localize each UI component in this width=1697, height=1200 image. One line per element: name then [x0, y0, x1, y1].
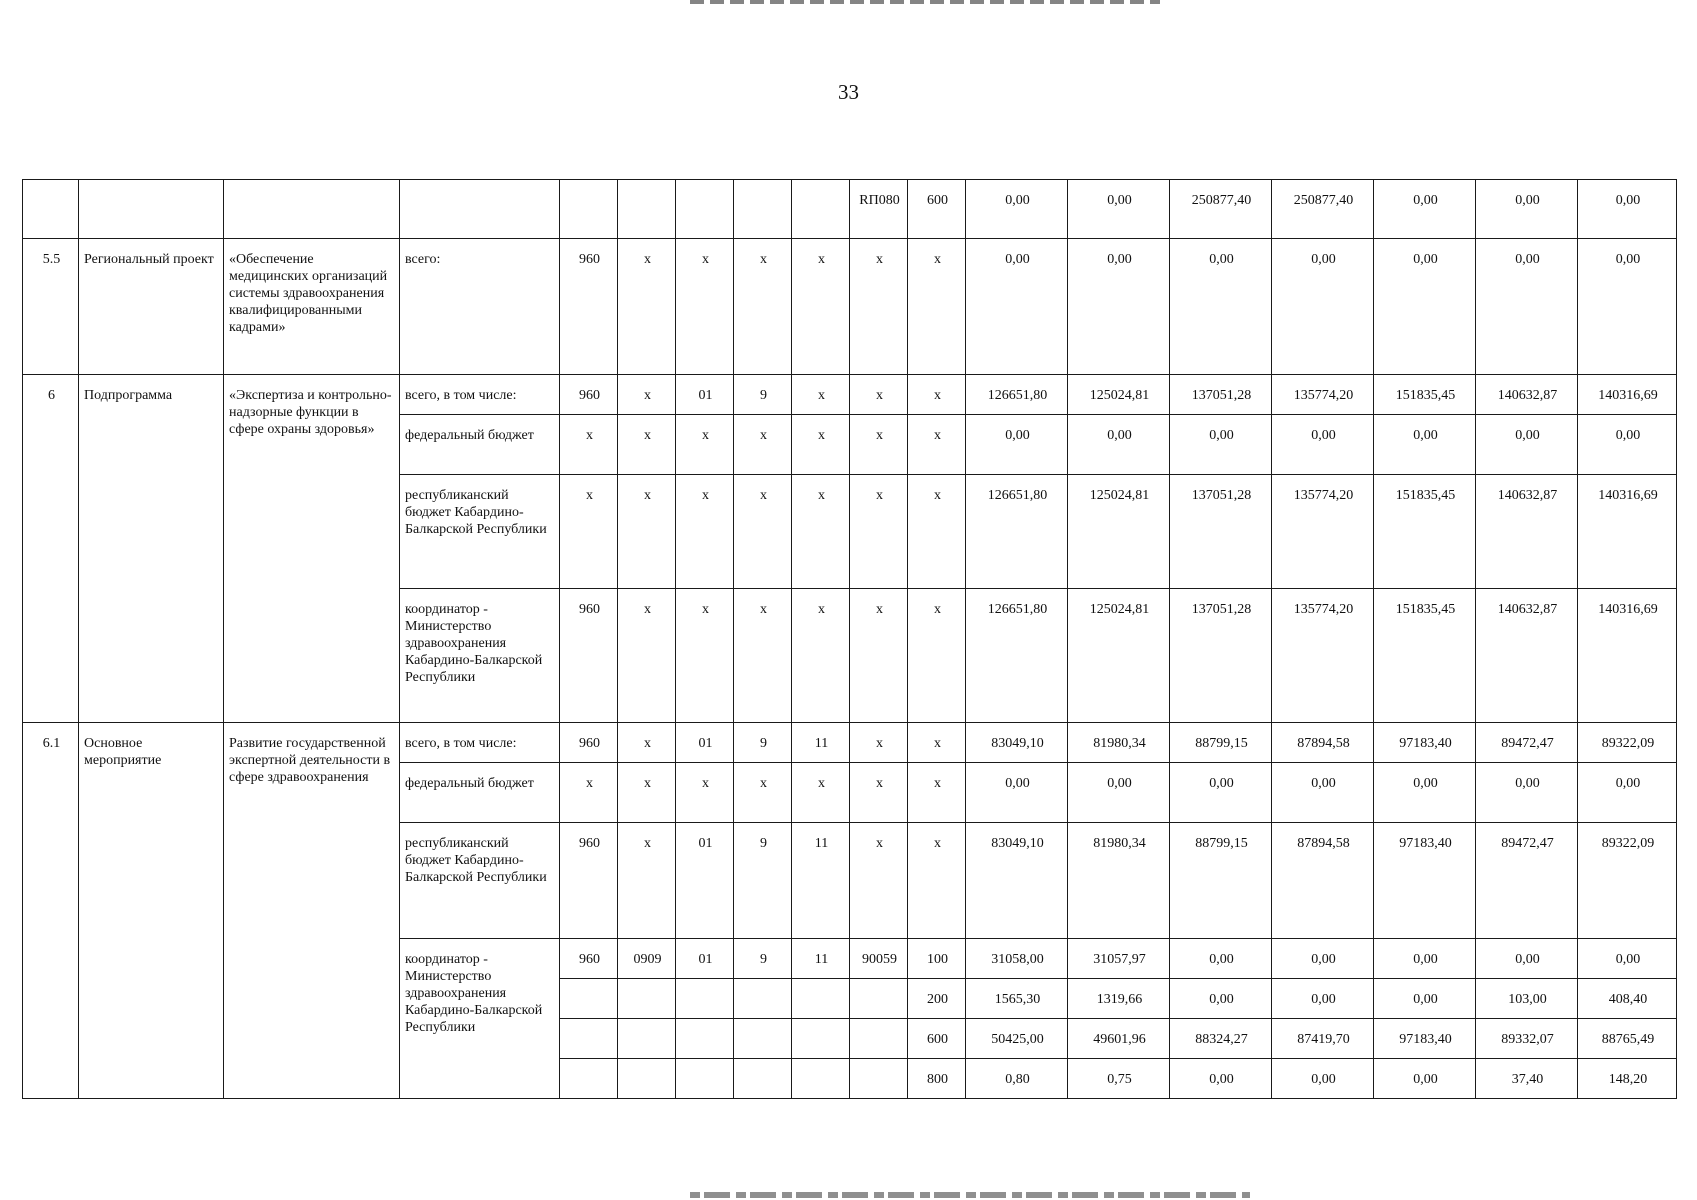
value-cell: 89472,47	[1476, 723, 1578, 763]
value-cell: 89322,09	[1578, 823, 1677, 939]
code-cell: 600	[908, 1019, 966, 1059]
value-cell: 0,00	[966, 415, 1068, 475]
row-source: всего, в том числе:	[400, 723, 560, 763]
code-cell: х	[618, 375, 676, 415]
value-cell: 0,00	[1578, 415, 1677, 475]
row-number: 5.5	[23, 239, 79, 375]
row-name: «Экспертиза и контрольно-надзорные функции в сфере охраны здоровья»	[224, 375, 400, 723]
value-cell: 250877,40	[1272, 180, 1374, 239]
code-cell: х	[908, 763, 966, 823]
row-source: координатор - Министерство здравоохранения Кабардино-Балкарской Республики	[400, 589, 560, 723]
value-cell: 0,00	[1374, 180, 1476, 239]
value-cell: 1319,66	[1068, 979, 1170, 1019]
code-cell: х	[560, 475, 618, 589]
row-source	[400, 180, 560, 239]
value-cell: 0,00	[1068, 180, 1170, 239]
code-cell: х	[908, 375, 966, 415]
value-cell: 0,80	[966, 1059, 1068, 1099]
value-cell: 97183,40	[1374, 1019, 1476, 1059]
value-cell: 0,00	[1476, 180, 1578, 239]
row-name	[224, 180, 400, 239]
value-cell: 0,00	[1272, 939, 1374, 979]
code-cell: х	[908, 589, 966, 723]
row-source: всего:	[400, 239, 560, 375]
code-cell	[676, 1059, 734, 1099]
code-cell: 200	[908, 979, 966, 1019]
bottom-scan-edge	[690, 1192, 1250, 1198]
value-cell: 0,00	[1374, 1059, 1476, 1099]
row-number: 6.1	[23, 723, 79, 1099]
value-cell: 140632,87	[1476, 475, 1578, 589]
row-number: 6	[23, 375, 79, 723]
code-cell: 9	[734, 375, 792, 415]
value-cell: 126651,80	[966, 475, 1068, 589]
code-cell	[850, 1059, 908, 1099]
code-cell: 800	[908, 1059, 966, 1099]
code-cell	[792, 1019, 850, 1059]
row-status: Основное мероприятие	[79, 723, 224, 1099]
code-cell: х	[734, 239, 792, 375]
value-cell: 31057,97	[1068, 939, 1170, 979]
value-cell: 97183,40	[1374, 823, 1476, 939]
code-cell: х	[618, 589, 676, 723]
code-cell: х	[676, 589, 734, 723]
value-cell: 137051,28	[1170, 589, 1272, 723]
code-cell: х	[850, 475, 908, 589]
value-cell: 88799,15	[1170, 823, 1272, 939]
value-cell: 140316,69	[1578, 589, 1677, 723]
code-cell: х	[908, 823, 966, 939]
value-cell: 0,00	[1374, 939, 1476, 979]
value-cell: 0,00	[1578, 180, 1677, 239]
code-cell	[560, 979, 618, 1019]
code-cell: х	[908, 475, 966, 589]
value-cell: 0,00	[1374, 763, 1476, 823]
code-cell	[734, 1059, 792, 1099]
row-status	[79, 180, 224, 239]
code-cell: х	[792, 375, 850, 415]
value-cell: 137051,28	[1170, 475, 1272, 589]
code-cell: х	[850, 589, 908, 723]
row-status: Подпрограмма	[79, 375, 224, 723]
row-source: республиканский бюджет Кабардино-Балкарской Республики	[400, 475, 560, 589]
code-cell: х	[618, 723, 676, 763]
code-cell: х	[618, 239, 676, 375]
value-cell: 0,00	[1578, 239, 1677, 375]
value-cell: 151835,45	[1374, 475, 1476, 589]
value-cell: 0,00	[1578, 939, 1677, 979]
row-name: «Обеспечение медицинских организаций системы здравоохранения квалифицированными кадрами»	[224, 239, 400, 375]
value-cell: 0,00	[1170, 763, 1272, 823]
value-cell: 125024,81	[1068, 375, 1170, 415]
top-scan-edge	[690, 0, 1160, 4]
value-cell: 140632,87	[1476, 589, 1578, 723]
value-cell: 148,20	[1578, 1059, 1677, 1099]
code-cell: 11	[792, 823, 850, 939]
value-cell: 0,00	[1476, 415, 1578, 475]
code-cell: х	[676, 239, 734, 375]
code-cell	[850, 979, 908, 1019]
value-cell: 88765,49	[1578, 1019, 1677, 1059]
value-cell: 0,00	[966, 180, 1068, 239]
code-cell	[560, 1019, 618, 1059]
code-cell: 01	[676, 823, 734, 939]
code-cell: 90059	[850, 939, 908, 979]
code-cell	[676, 979, 734, 1019]
value-cell: 87894,58	[1272, 823, 1374, 939]
code-cell: х	[560, 415, 618, 475]
code-cell: 960	[560, 823, 618, 939]
code-cell: х	[792, 589, 850, 723]
value-cell: 135774,20	[1272, 475, 1374, 589]
value-cell: 140316,69	[1578, 375, 1677, 415]
value-cell: 87419,70	[1272, 1019, 1374, 1059]
value-cell: 0,00	[1272, 415, 1374, 475]
value-cell: 0,00	[1578, 763, 1677, 823]
code-cell	[560, 180, 618, 239]
code-cell: 100	[908, 939, 966, 979]
value-cell: 0,00	[1068, 763, 1170, 823]
row-source: всего, в том числе:	[400, 375, 560, 415]
table-row	[23, 723, 1677, 763]
code-cell: х	[792, 415, 850, 475]
value-cell: 135774,20	[1272, 589, 1374, 723]
value-cell: 140316,69	[1578, 475, 1677, 589]
value-cell: 81980,34	[1068, 823, 1170, 939]
value-cell: 97183,40	[1374, 723, 1476, 763]
row-name: Развитие государственной экспертной деятельности в сфере здравоохранения	[224, 723, 400, 1099]
code-cell: х	[908, 723, 966, 763]
value-cell: 0,00	[1476, 239, 1578, 375]
value-cell: 103,00	[1476, 979, 1578, 1019]
value-cell: 89322,09	[1578, 723, 1677, 763]
value-cell: 0,75	[1068, 1059, 1170, 1099]
code-cell: х	[734, 589, 792, 723]
code-cell: х	[792, 475, 850, 589]
code-cell	[734, 180, 792, 239]
code-cell: 11	[792, 939, 850, 979]
code-cell: RП080	[850, 180, 908, 239]
value-cell: 137051,28	[1170, 375, 1272, 415]
value-cell: 37,40	[1476, 1059, 1578, 1099]
code-cell: 960	[560, 375, 618, 415]
code-cell: 01	[676, 723, 734, 763]
code-cell: 9	[734, 723, 792, 763]
value-cell: 0,00	[1476, 763, 1578, 823]
code-cell: 9	[734, 823, 792, 939]
value-cell: 0,00	[1476, 939, 1578, 979]
row-source: координатор - Министерство здравоохранения Кабардино-Балкарской Республики	[400, 939, 560, 1099]
value-cell: 87894,58	[1272, 723, 1374, 763]
code-cell	[792, 1059, 850, 1099]
code-cell: х	[560, 763, 618, 823]
code-cell: 960	[560, 239, 618, 375]
code-cell: 960	[560, 589, 618, 723]
code-cell	[676, 180, 734, 239]
code-cell	[618, 1019, 676, 1059]
code-cell: 600	[908, 180, 966, 239]
code-cell	[850, 1019, 908, 1059]
value-cell: 0,00	[1170, 939, 1272, 979]
budget-table	[22, 179, 1677, 1099]
value-cell: 1565,30	[966, 979, 1068, 1019]
value-cell: 89332,07	[1476, 1019, 1578, 1059]
code-cell: х	[908, 415, 966, 475]
code-cell	[734, 979, 792, 1019]
value-cell: 126651,80	[966, 375, 1068, 415]
value-cell: 0,00	[1068, 415, 1170, 475]
code-cell: х	[850, 823, 908, 939]
value-cell: 83049,10	[966, 723, 1068, 763]
code-cell: х	[850, 415, 908, 475]
code-cell: х	[850, 723, 908, 763]
value-cell: 0,00	[1374, 415, 1476, 475]
code-cell	[618, 180, 676, 239]
code-cell: 11	[792, 723, 850, 763]
code-cell: х	[734, 763, 792, 823]
value-cell: 81980,34	[1068, 723, 1170, 763]
value-cell: 250877,40	[1170, 180, 1272, 239]
code-cell: 960	[560, 723, 618, 763]
value-cell: 151835,45	[1374, 589, 1476, 723]
code-cell: х	[618, 763, 676, 823]
code-cell: 01	[676, 375, 734, 415]
code-cell	[734, 1019, 792, 1059]
code-cell: х	[618, 475, 676, 589]
value-cell: 125024,81	[1068, 589, 1170, 723]
code-cell: 01	[676, 939, 734, 979]
code-cell: х	[850, 375, 908, 415]
value-cell: 0,00	[1374, 979, 1476, 1019]
row-number	[23, 180, 79, 239]
value-cell: 31058,00	[966, 939, 1068, 979]
value-cell: 88799,15	[1170, 723, 1272, 763]
value-cell: 0,00	[1170, 239, 1272, 375]
value-cell: 0,00	[1272, 763, 1374, 823]
value-cell: 151835,45	[1374, 375, 1476, 415]
row-status: Региональный проект	[79, 239, 224, 375]
code-cell: 0909	[618, 939, 676, 979]
table-row	[23, 239, 1677, 375]
row-source: республиканский бюджет Кабардино-Балкарской Республики	[400, 823, 560, 939]
table-row	[23, 375, 1677, 415]
code-cell	[618, 1059, 676, 1099]
value-cell: 89472,47	[1476, 823, 1578, 939]
value-cell: 0,00	[1374, 239, 1476, 375]
value-cell: 0,00	[966, 763, 1068, 823]
value-cell: 0,00	[1272, 239, 1374, 375]
code-cell: х	[734, 415, 792, 475]
row-source: федеральный бюджет	[400, 415, 560, 475]
value-cell: 49601,96	[1068, 1019, 1170, 1059]
value-cell: 408,40	[1578, 979, 1677, 1019]
code-cell	[676, 1019, 734, 1059]
code-cell: х	[792, 239, 850, 375]
code-cell: х	[908, 239, 966, 375]
value-cell: 135774,20	[1272, 375, 1374, 415]
code-cell	[792, 180, 850, 239]
code-cell	[560, 1059, 618, 1099]
value-cell: 0,00	[1068, 239, 1170, 375]
code-cell	[618, 979, 676, 1019]
value-cell: 83049,10	[966, 823, 1068, 939]
code-cell: х	[676, 475, 734, 589]
code-cell	[792, 979, 850, 1019]
code-cell: х	[676, 763, 734, 823]
code-cell: х	[618, 415, 676, 475]
code-cell: 9	[734, 939, 792, 979]
code-cell: х	[676, 415, 734, 475]
value-cell: 0,00	[1170, 1059, 1272, 1099]
value-cell: 0,00	[1170, 979, 1272, 1019]
page-number: 33	[838, 80, 859, 104]
value-cell: 50425,00	[966, 1019, 1068, 1059]
value-cell: 0,00	[966, 239, 1068, 375]
code-cell: 960	[560, 939, 618, 979]
value-cell: 0,00	[1272, 1059, 1374, 1099]
value-cell: 126651,80	[966, 589, 1068, 723]
code-cell: х	[850, 763, 908, 823]
value-cell: 0,00	[1170, 415, 1272, 475]
table-row	[23, 180, 1677, 239]
code-cell: х	[792, 763, 850, 823]
value-cell: 88324,27	[1170, 1019, 1272, 1059]
code-cell: х	[850, 239, 908, 375]
code-cell: х	[618, 823, 676, 939]
value-cell: 125024,81	[1068, 475, 1170, 589]
value-cell: 140632,87	[1476, 375, 1578, 415]
value-cell: 0,00	[1272, 979, 1374, 1019]
row-source: федеральный бюджет	[400, 763, 560, 823]
code-cell: х	[734, 475, 792, 589]
